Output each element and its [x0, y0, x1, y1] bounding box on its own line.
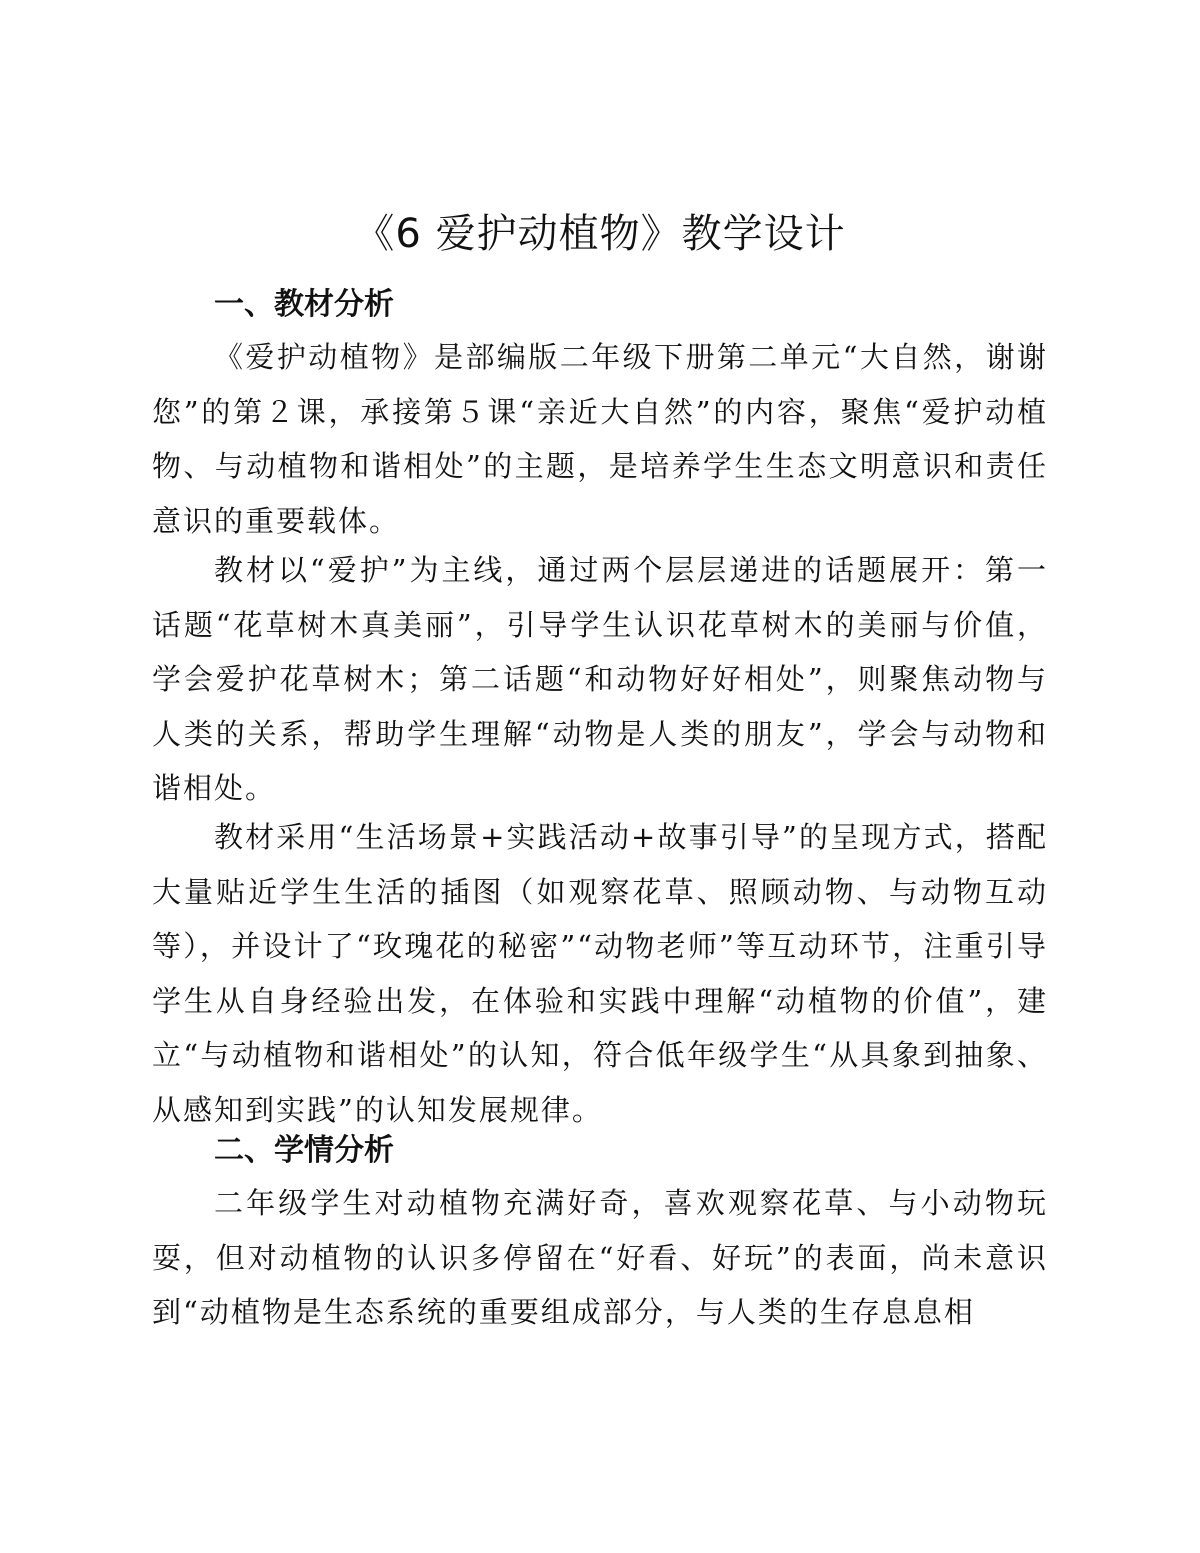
- paragraph: 教材采用“生活场景+实践活动+故事引导”的呈现方式，搭配大量贴近学生生活的插图（如观察花草、照顾动物、与动物互动等），并设计了“玫瑰花的秘密”“动物老师”等互动环节，注重引导学生从自身经验出发，在体验和实践中理解“动植物的价值”，建立“与动植物和谐相处”的认知，符合低年级学生“从具象到抽象、从感知到实践”的认知发展规律。: [152, 820, 1048, 1127]
- document-title: 《6 爱护动植物》教学设计: [354, 211, 846, 257]
- paragraph: 《爱护动植物》是部编版二年级下册第二单元“大自然，谢谢您”的第２课，承接第５课“亲近大自然”的内容，聚焦“爱护动植物、与动植物和谐相处”的主题，是培养学生生态文明意识和责任意识的重要载体。: [152, 340, 1048, 538]
- paragraph: 教材以“爱护”为主线，通过两个层层递进的话题展开：第一话题“花草树木真美丽”，引导学生认识花草树木的美丽与价值，学会爱护花草树木；第二话题“和动物好好相处”，则聚焦动物与人类的关系，帮助学生理解“动物是人类的朋友”，学会与动物和谐相处。: [152, 553, 1048, 806]
- paragraph: 二年级学生对动植物充满好奇，喜欢观察花草、与小动物玩耍，但对动植物的认识多停留在“好看、好玩”的表面，尚未意识到“动植物是生态系统的重要组成部分，与人类的生存息息相: [152, 1186, 1048, 1330]
- section-heading-textbook-analysis: 一、教材分析: [214, 287, 394, 322]
- section-heading-learner-analysis: 二、学情分析: [214, 1133, 394, 1168]
